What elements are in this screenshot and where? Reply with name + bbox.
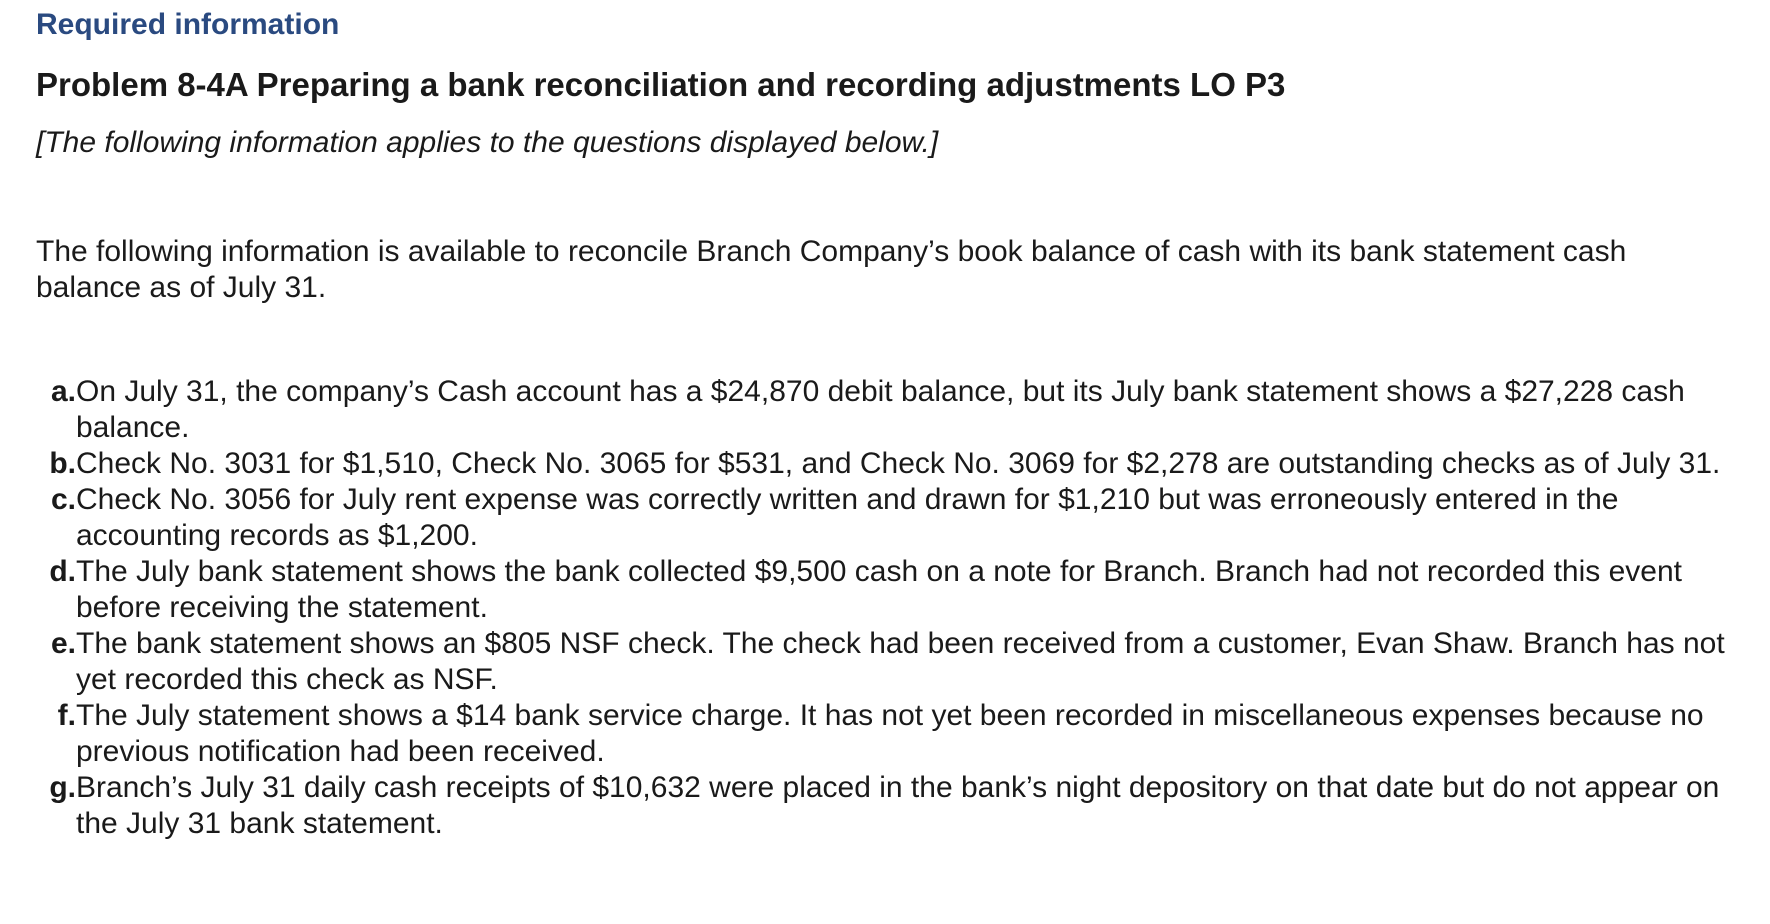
intro-paragraph: The following information is available to reconcile Branch Company’s book balance of cash with its bank statement cash balance as of July 31. xyxy=(36,235,1627,304)
item-text: Branch’s July 31 daily cash receipts of $10,632 were placed in the bank’s night depository on that date but do not appear on the July 31 bank statement. xyxy=(76,771,1720,840)
item-letter: d. xyxy=(49,555,76,588)
required-information-heading: Required information xyxy=(36,8,340,41)
problem-title: Problem 8-4A Preparing a bank reconciliation and recording adjustments LO P3 xyxy=(36,66,1286,103)
information-list xyxy=(36,374,1746,842)
item-text: Check No. 3031 for $1,510, Check No. 3065 for $531, and Check No. 3069 for $2,278 are outstanding checks as of July 31. xyxy=(76,447,1721,480)
item-letter: g. xyxy=(49,771,76,804)
item-letter: a. xyxy=(50,375,76,408)
item-letter: f. xyxy=(57,699,76,732)
list-item xyxy=(36,770,1746,842)
applies-note: [The following information applies to the questions displayed below.] xyxy=(36,126,939,159)
list-item xyxy=(36,698,1746,770)
list-item xyxy=(36,554,1746,626)
item-letter: b. xyxy=(49,447,76,480)
item-letter: c. xyxy=(50,483,76,516)
item-text: On July 31, the company’s Cash account has a $24,870 debit balance, but its July bank statement shows a $27,228 cash balance. xyxy=(76,375,1685,444)
item-letter: e. xyxy=(50,627,76,660)
item-text: The July statement shows a $14 bank service charge. It has not yet been recorded in miscellaneous expenses because no previous notification had been received. xyxy=(76,699,1704,768)
list-item xyxy=(36,482,1746,554)
item-text: The bank statement shows an $805 NSF check. The check had been received from a customer, Evan Shaw. Branch has not yet recorded this check as NSF. xyxy=(76,627,1725,696)
list-item xyxy=(36,374,1746,446)
list-item xyxy=(36,626,1746,698)
item-text: Check No. 3056 for July rent expense was correctly written and drawn for $1,210 but was erroneously entered in the accounting records as $1,200. xyxy=(76,483,1619,552)
item-text: The July bank statement shows the bank collected $9,500 cash on a note for Branch. Branch had not recorded this event before receiving the statement. xyxy=(76,555,1682,624)
list-item xyxy=(36,446,1746,482)
